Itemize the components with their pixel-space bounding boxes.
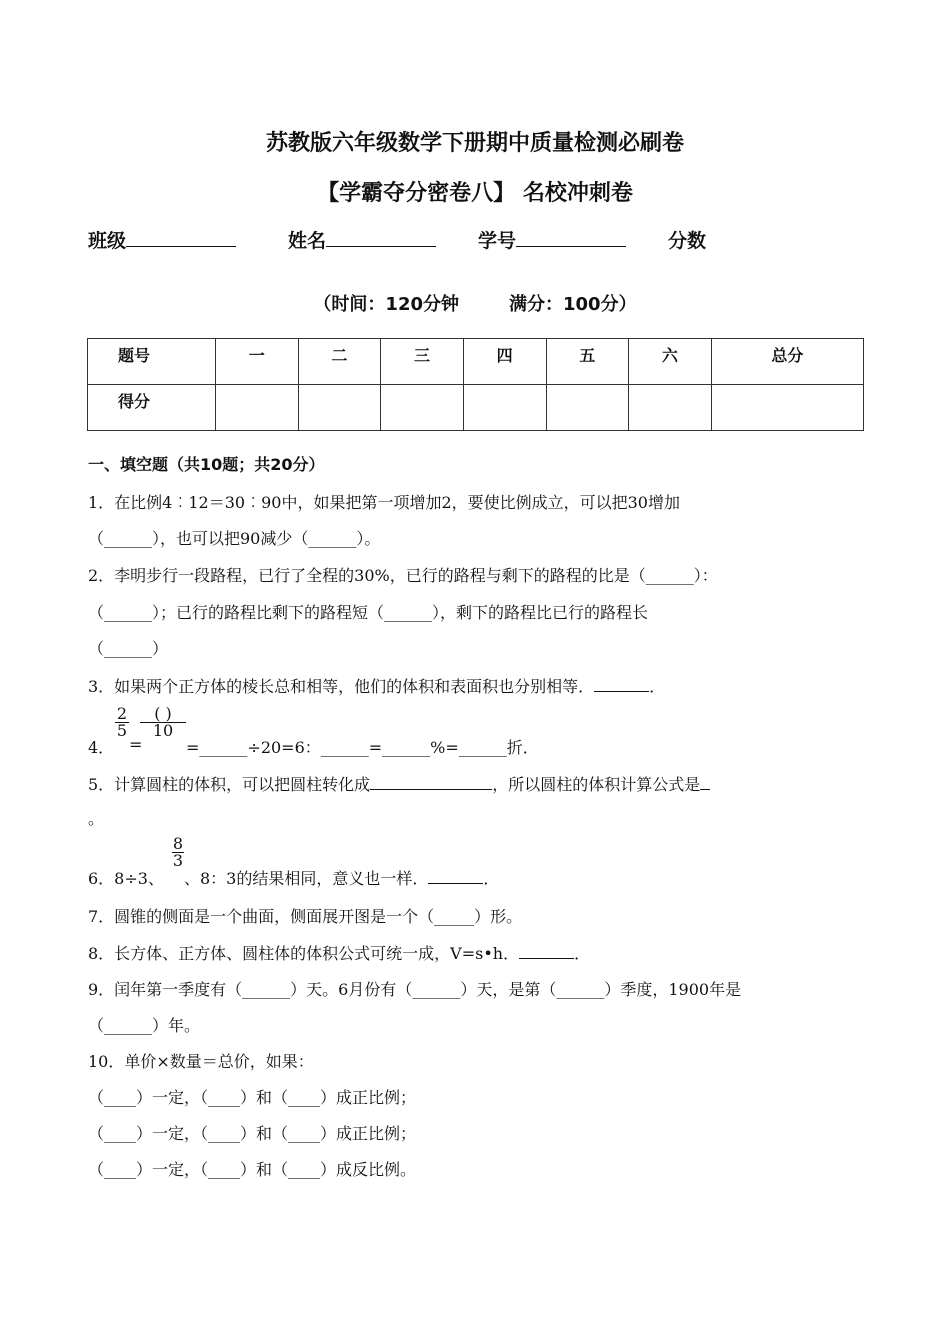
question-8-text: 8．长方体、正方体、圆柱体的体积公式可统一成，V=s•h． [88,944,520,963]
score-label: 分数 [668,230,707,252]
question-5-end: 。 [88,809,105,828]
fraction-numerator: 8 [172,834,184,853]
name-field [288,226,436,253]
score-cell[interactable] [381,385,464,431]
student-info-row [88,226,888,256]
score-table-score-row [88,385,864,431]
question-10-stem: 10．单价×数量＝总价，如果： [88,1052,314,1071]
class-blank[interactable] [126,226,236,247]
score-cell[interactable] [463,385,546,431]
question-10-line-1: （____）一定，（____）和（____）成正比例； [88,1088,417,1107]
table-header-cell: 六 [629,339,712,385]
fraction-numerator: 2 [116,704,128,723]
fraction-blank-10 [140,706,186,739]
fraction-denominator: 3 [172,851,184,870]
score-field [668,226,706,253]
score-cell[interactable] [216,385,299,431]
fraction-denominator: 10 [140,722,186,739]
name-blank[interactable] [326,226,436,247]
question-5-text-2: ，所以圆柱的体积计算公式是 [492,775,701,794]
score-cell[interactable] [711,385,863,431]
id-label: 学号 [478,230,517,252]
exam-time: （时间：120分钟 [313,294,459,315]
exam-subtitle: 【学霸夺分密卷八】 名校冲刺卷 [317,181,633,206]
question-1-line-1: 1．在比例4︰12＝30︰90中，如果把第一项增加2，要使比例成立，可以把30增加 [88,493,680,512]
score-cell[interactable] [298,385,381,431]
score-table [87,338,864,431]
class-label: 班级 [88,230,127,252]
question-5-text-1: 5．计算圆柱的体积，可以把圆柱转化成 [88,775,371,794]
exam-full-score: 满分：100分） [509,294,637,315]
question-6 [184,866,499,889]
score-row-label: 得分 [88,385,216,431]
question-10-line-3: （____）一定，（____）和（____）成反比例。 [88,1160,417,1179]
fraction-numerator: ( ) [154,704,172,723]
question-2-line-1: 2．李明步行一段路程，已行了全程的30%，已行的路程与剩下的路程的比是（______）： [88,566,718,585]
class-field [88,226,236,253]
question-6-end: ． [483,869,500,888]
question-2-line-3: （______） [88,639,169,658]
table-header-cell: 四 [463,339,546,385]
score-cell[interactable] [546,385,629,431]
section-heading: 一、填空题（共10题；共20分） [88,455,325,474]
question-5 [88,772,710,795]
question-4-eq: = [129,735,143,754]
table-header-cell: 一 [216,339,299,385]
fraction-2-5 [115,706,129,739]
answer-blank[interactable] [700,775,710,790]
table-header-cell: 题号 [88,339,216,385]
question-9-line-2: （______）年。 [88,1016,201,1035]
question-6-prefix: 6．8÷3、 [88,869,164,888]
score-cell[interactable] [629,385,712,431]
table-header-cell: 总分 [711,339,863,385]
question-2-line-2: （______）；已行的路程比剩下的路程短（______），剩下的路程比已行的路程长 [88,603,649,622]
name-label: 姓名 [288,230,327,252]
question-7: 7．圆锥的侧面是一个曲面，侧面展开图是一个（_____）形。 [88,907,523,926]
id-field [478,226,626,253]
question-10-line-2: （____）一定，（____）和（____）成正比例； [88,1124,417,1143]
exam-meta [0,290,950,316]
table-header-cell: 三 [381,339,464,385]
id-blank[interactable] [516,226,626,247]
question-6-text: 、8：3的结果相同，意义也一样． [184,869,429,888]
answer-blank[interactable] [428,869,483,884]
table-header-cell: 五 [546,339,629,385]
answer-blank[interactable] [370,775,492,790]
fraction-8-3 [172,836,184,869]
question-8 [88,941,590,964]
question-4-text: =______÷20=6：______=______%=______折． [186,738,539,757]
table-header-cell: 二 [298,339,381,385]
question-4-prefix: 4． [88,738,115,757]
answer-blank[interactable] [519,944,574,959]
question-1-line-2: （______），也可以把90减少（______）。 [88,529,381,548]
answer-blank[interactable] [594,677,649,692]
question-3-text: 3．如果两个正方体的棱长总和相等，他们的体积和表面积也分别相等． [88,677,595,696]
fraction-denominator: 5 [116,721,128,740]
exam-title: 苏教版六年级数学下册期中质量检测必刷卷 [265,131,684,156]
question-8-end: ． [574,944,591,963]
question-3 [88,674,665,697]
question-3-end: ． [649,677,666,696]
question-9-line-1: 9．闰年第一季度有（______）天。6月份有（______）天，是第（______）季度，1900年是 [88,980,742,999]
score-table-header-row [88,339,864,385]
